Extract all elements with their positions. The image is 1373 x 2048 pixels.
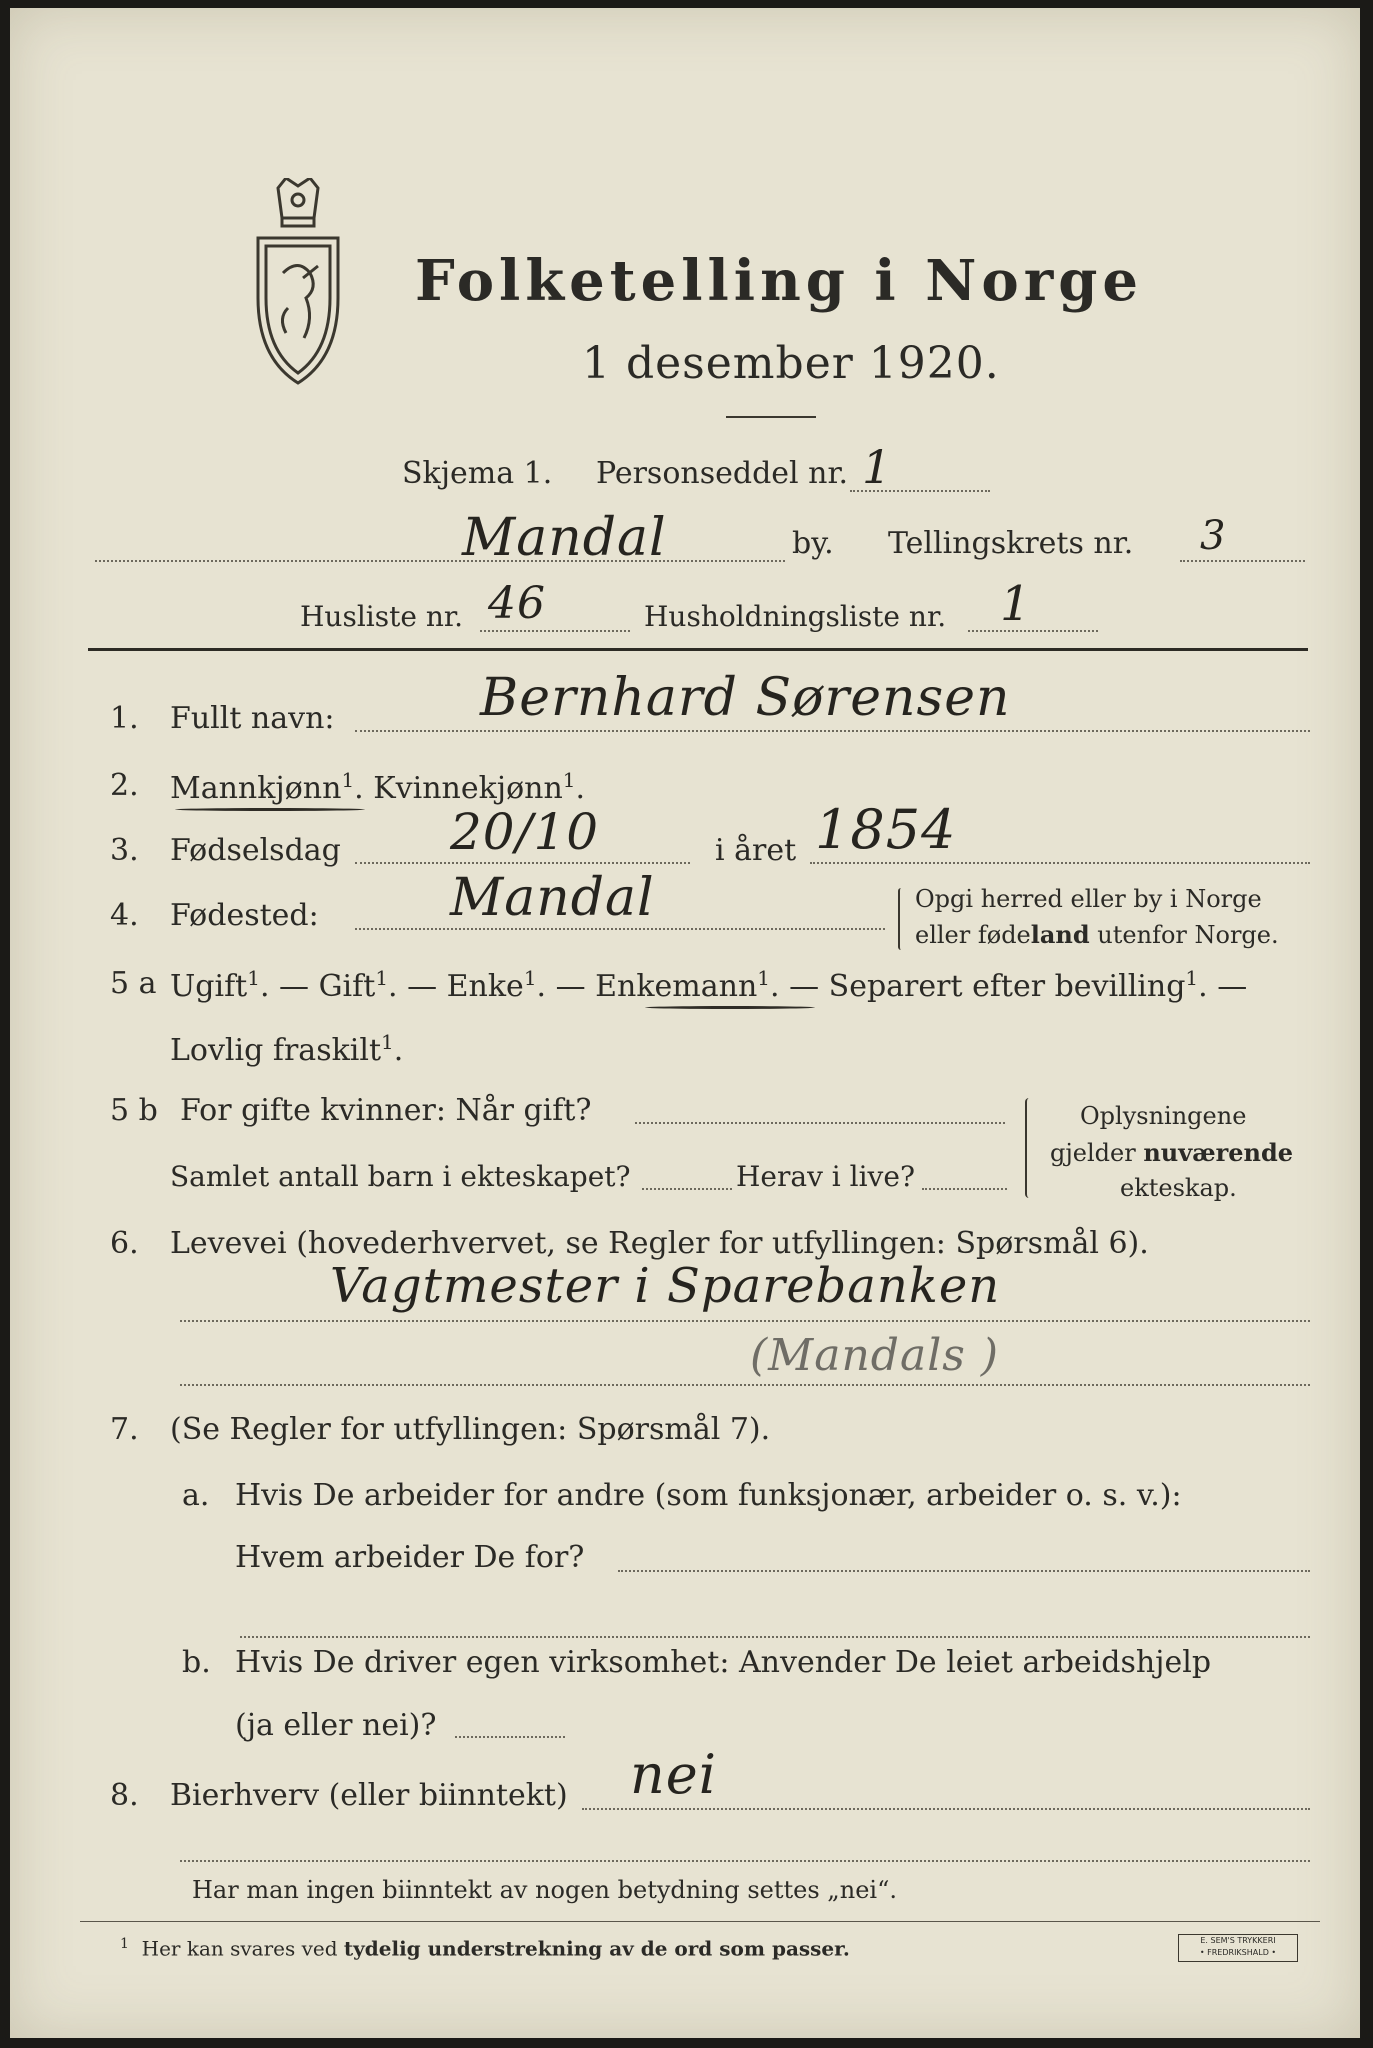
- tellingskrets-line: [1180, 560, 1305, 562]
- skjema-label: Skjema 1.: [402, 456, 553, 491]
- q7b-letter: b.: [182, 1645, 211, 1680]
- header-divider: [88, 648, 1308, 651]
- q7b-line: [455, 1736, 565, 1738]
- occupation-value[interactable]: Vagtmester i Sparebanken: [330, 1258, 1001, 1314]
- q5a-line2: Lovlig fraskilt$^1$.: [170, 1030, 404, 1068]
- ugift-option[interactable]: Ugift: [170, 969, 248, 1004]
- q8-line: [582, 1808, 1310, 1810]
- fraskilt-option[interactable]: Lovlig fraskilt: [170, 1033, 382, 1068]
- q8-line2: [180, 1860, 1310, 1862]
- q1-label: Fullt navn:: [170, 701, 335, 736]
- enke-option[interactable]: Enke: [446, 969, 524, 1004]
- q4-note-line2: eller fødeland utenfor Norge.: [915, 920, 1279, 949]
- printer-stamp: E. SEM'S TRYKKERI • FREDRIKSHALD •: [1178, 1934, 1298, 1962]
- side-income-value[interactable]: nei: [630, 1743, 718, 1806]
- footnote: $^1$ Her kan svares ved tydelig understrekning av de ord som passer.: [120, 1936, 850, 1961]
- husholdningsliste-line: [968, 630, 1098, 632]
- q1-number: 1.: [110, 701, 139, 736]
- q4-brace: [898, 888, 904, 950]
- male-underline-mark: [175, 808, 365, 811]
- q1-line: [355, 730, 1310, 732]
- husholdningsliste-value[interactable]: 1: [1000, 576, 1032, 632]
- footer-note: Har man ingen biinntekt av nogen betydning settes „nei“.: [192, 1876, 897, 1904]
- q5b-alive-label: Herav i live?: [736, 1160, 915, 1193]
- enkemann-option[interactable]: Enkemann: [595, 969, 758, 1004]
- q5b-married-line: [635, 1122, 1005, 1124]
- male-option[interactable]: Mannkjønn: [170, 771, 342, 806]
- q4-number: 4.: [110, 898, 139, 933]
- female-option[interactable]: Kvinnekjønn: [373, 771, 563, 806]
- coat-of-arms-icon: [248, 178, 348, 388]
- q3-date-line: [355, 862, 690, 864]
- place-line: [95, 560, 785, 562]
- full-name-value[interactable]: Bernhard Sørensen: [480, 668, 1011, 728]
- q6-line1: [180, 1320, 1310, 1322]
- q6-line2: [180, 1384, 1310, 1386]
- tellingskrets-value[interactable]: 3: [1200, 513, 1227, 559]
- gift-option[interactable]: Gift: [318, 969, 376, 1004]
- q2-number: 2.: [110, 768, 139, 803]
- q4-note-line1: Opgi herred eller by i Norge: [915, 885, 1262, 913]
- q5b-note3: ekteskap.: [1120, 1174, 1237, 1202]
- q7b-line2: (ja eller nei)?: [235, 1708, 437, 1743]
- q5b-note1: Oplysningene: [1080, 1102, 1247, 1130]
- q3-year-line: [810, 862, 1310, 864]
- q7b-line1: Hvis De driver egen virksomhet: Anvender De leiet arbeidshjelp: [235, 1645, 1212, 1680]
- q7a-line2: Hvem arbeider De for?: [235, 1540, 585, 1575]
- birthday-value[interactable]: 20/10: [450, 803, 600, 861]
- husholdningsliste-label: Husholdningsliste nr.: [644, 600, 947, 633]
- q5a-number: 5 a: [110, 966, 157, 1001]
- birth-year-value[interactable]: 1854: [815, 798, 957, 861]
- q2-options: Mannkjønn$^1$. Kvinnekjønn$^1$.: [170, 768, 586, 806]
- year-label: i året: [715, 833, 797, 868]
- q5b-children-label: Samlet antall barn i ekteskapet?: [170, 1160, 631, 1193]
- personseddel-label: Personseddel nr.: [596, 456, 849, 491]
- q4-line: [355, 928, 885, 930]
- q5b-alive-line: [922, 1188, 1007, 1190]
- place-value[interactable]: Mandal: [462, 508, 667, 568]
- separert-option[interactable]: Separert efter bevilling: [828, 969, 1186, 1004]
- census-date: 1 desember 1920.: [582, 338, 1000, 389]
- q8-label: Bierhverv (eller biinntekt): [170, 1778, 568, 1813]
- q5b-note2: gjelder nuværende: [1050, 1138, 1294, 1167]
- q5a-options: Ugift$^1$. — Gift$^1$. — Enke$^1$. — Enkemann$^1$. — Separert efter bevilling$^1$. —: [170, 966, 1248, 1004]
- occupation-value-line2[interactable]: (Mandals ): [750, 1330, 999, 1381]
- q5b-children-line: [642, 1188, 732, 1190]
- q6-number: 6.: [110, 1226, 139, 1261]
- q7-number: 7.: [110, 1412, 139, 1447]
- q6-label: Levevei (hovederhvervet, se Regler for utfyllingen: Spørsmål 6).: [170, 1226, 1149, 1261]
- title-rule: [726, 416, 816, 418]
- q7a-letter: a.: [182, 1478, 210, 1513]
- q8-number: 8.: [110, 1778, 139, 1813]
- personseddel-value[interactable]: 1: [862, 440, 893, 494]
- husliste-value[interactable]: 46: [488, 578, 546, 629]
- husliste-line: [480, 630, 630, 632]
- enkemann-underline-mark: [645, 1006, 815, 1009]
- by-label: by.: [792, 526, 834, 561]
- q7a-line-1: [618, 1570, 1310, 1572]
- q3-label: Fødselsdag: [170, 833, 341, 868]
- footer-rule: [80, 1921, 1320, 1922]
- form-title: Folketelling i Norge: [415, 248, 1144, 314]
- q7a-line-2: [240, 1636, 1310, 1638]
- q5b-brace: [1025, 1098, 1033, 1198]
- q7a-line1: Hvis De arbeider for andre (som funksjonær, arbeider o. s. v.):: [235, 1478, 1182, 1513]
- q3-number: 3.: [110, 833, 139, 868]
- census-form-page: [10, 8, 1360, 2038]
- husliste-label: Husliste nr.: [300, 600, 464, 633]
- q7-label: (Se Regler for utfyllingen: Spørsmål 7).: [170, 1412, 771, 1447]
- q4-label: Fødested:: [170, 898, 319, 933]
- q5b-number: 5 b: [110, 1093, 158, 1128]
- birthplace-value[interactable]: Mandal: [450, 868, 655, 928]
- tellingskrets-label: Tellingskrets nr.: [888, 526, 1134, 561]
- q5b-line1: For gifte kvinner: Når gift?: [180, 1093, 592, 1128]
